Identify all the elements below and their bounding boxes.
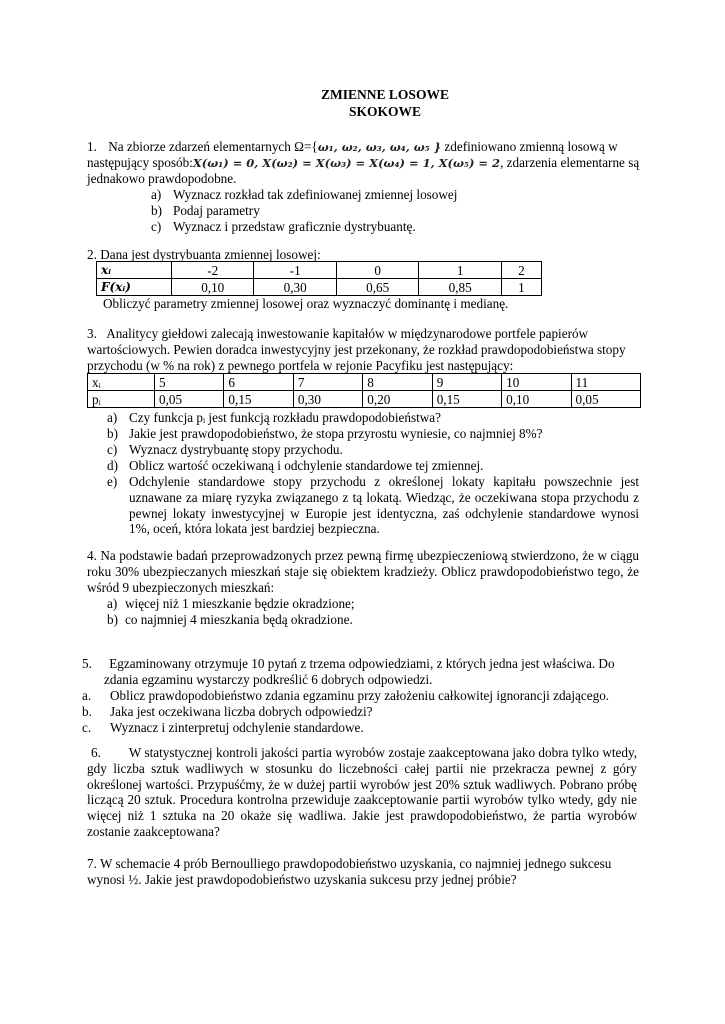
q5-text2: zdania egzaminu wystarczy podkreślić 6 dobrych odpowiedzi.: [104, 672, 433, 687]
table-cell: 0,05: [571, 391, 640, 408]
table-row: [88, 374, 641, 391]
table-cell: 7: [293, 374, 362, 391]
q1-text-e: jednakowo prawdopodobne.: [87, 171, 237, 186]
q1-text-d: , zdarzenia elementarne są: [500, 155, 640, 170]
q2-x-header: xᵢ: [97, 262, 172, 279]
table-cell: 0,05: [155, 391, 224, 408]
q1-item-a: a) Wyznacz rozkład tak zdefiniowanej zmiennej losowej: [151, 187, 458, 202]
page-title-line2: SKOKOWE: [348, 104, 421, 119]
table-cell: -1: [254, 262, 336, 279]
q3-item-c: c) Wyznacz dystrybuantę stopy przychodu.: [107, 442, 343, 457]
q2-after-text: Obliczyć parametry zmiennej losowej oraz wyznaczyć dominantę i medianę.: [103, 296, 509, 311]
table-row: [88, 391, 641, 408]
q5-number: 5.: [82, 656, 92, 671]
table-cell: 10: [502, 374, 571, 391]
q3-item-d: d) Oblicz wartość oczekiwaną i odchylenie standardowe tej zmiennej.: [107, 458, 484, 473]
q1-text-c: następujący sposób:: [87, 155, 193, 170]
q3-x-header: xᵢ: [88, 374, 155, 391]
table-cell: 0,30: [293, 391, 362, 408]
q1-item-c: c) Wyznacz i przedstaw graficznie dystrybuantę.: [151, 219, 416, 234]
table-cell: 0,20: [363, 391, 432, 408]
q3-item-e: e) Odchylenie standardowe stopy przychodu z określonej lokaty kapitału powszechnie jest uznawane za miarę ryzyka związanego z tą lokatą. Wiedząc, że oczekiwana stopa przychodu z pewnej lokaty inwestycyjnej w Europie jest identyczna, zaś odchylenie standardowe wynosi 1%, oceń, która lokata jest bardziej bezpieczna.: [107, 474, 639, 537]
q5-text1: Egzaminowany otrzymuje 10 pytań z trzema odpowiedziami, z których jedna jest właściwa. Do: [109, 656, 615, 671]
table-cell: 8: [363, 374, 432, 391]
q6-number: 6.: [91, 745, 101, 760]
table-cell: -2: [172, 262, 254, 279]
table-cell: 2: [501, 262, 541, 279]
table-cell: 0,10: [172, 279, 254, 296]
table-cell: 0: [336, 262, 418, 279]
q3-item-b: b) Jakie jest prawdopodobieństwo, że stopa przyrostu wyniesie, co najmniej 8%?: [107, 426, 543, 441]
q2-text: Dana jest dystrybuanta zmiennej losowej:: [100, 247, 321, 262]
q1-mapping: X(ω₁) = 0, X(ω₂) = X(ω₃) = X(ω₄) = 1, X(ω₅) = 2: [192, 156, 501, 170]
q7-text1: W schemacie 4 prób Bernoulliego prawdopodobieństwo uzyskania, co najmniej jednego sukcesu: [99, 856, 612, 871]
q3-text1: Analitycy giełdowi zalecają inwestowanie kapitałów w międzynarodowe portfele papierów: [106, 326, 589, 341]
table-cell: 0,10: [502, 391, 571, 408]
table-cell: 1: [419, 262, 501, 279]
q7-number: 7.: [87, 856, 97, 871]
q4-text: Na podstawie badań przeprowadzonych przez pewną firmę ubezpieczeniową stwierdzono, że w ciągu roku 30% ubezpieczanych mieszkań staje się obiektem kradzieży. Oblicz prawdopodobieństwo tego, że wśród 9 ubezpieczonych mieszkań:: [87, 548, 640, 595]
table-cell: 0,85: [419, 279, 501, 296]
q2-number: 2.: [87, 247, 97, 262]
table-cell: 0,15: [432, 391, 501, 408]
q3-text3: przychodu (w % na rok) z pewnego portfela w rejonie Pacyfiku jest następujący:: [87, 358, 514, 373]
page-title-line1: ZMIENNE LOSOWE: [321, 87, 449, 102]
q4-item-b: b) co najmniej 4 mieszkania będą okradzione.: [107, 612, 353, 627]
q5-item-a: a. Oblicz prawdopodobieństwo zdania egzaminu przy założeniu całkowitej ignorancji zdającego.: [82, 688, 610, 703]
q1-omega-set: ω₁, ω₂, ω₃, ω₄, ω₅ }: [317, 140, 442, 154]
table-cell: 0,65: [336, 279, 418, 296]
q5-item-b: b. Jaka jest oczekiwana liczba dobrych odpowiedzi?: [82, 704, 373, 719]
q7-text2: wynosi ½. Jakie jest prawdopodobieństwo uzyskania sukcesu przy jednej próbie?: [87, 872, 517, 887]
q1-text-b: zdefiniowano zmienną losową w: [441, 139, 618, 154]
q3-number: 3.: [87, 326, 97, 341]
table-cell: 0,15: [224, 391, 293, 408]
table-cell: 9: [432, 374, 501, 391]
q3-distribution-table: [87, 373, 641, 408]
table-row: [97, 279, 542, 296]
q3-item-a: a) Czy funkcja pᵢ jest funkcją rozkładu prawdopodobieństwa?: [107, 410, 441, 425]
q4-item-a: a) więcej niż 1 mieszkanie będzie okradzione;: [107, 596, 355, 611]
q1-text-a: Na zbiorze zdarzeń elementarnych Ω={: [108, 139, 318, 154]
q2-f-header: F(xᵢ): [97, 279, 172, 296]
q4-number: 4.: [87, 548, 97, 563]
table-cell: 1: [501, 279, 541, 296]
table-cell: 0,30: [254, 279, 336, 296]
q5-item-c: c. Wyznacz i zinterpretuj odchylenie standardowe.: [82, 720, 364, 735]
q1-item-b: b) Podaj parametry: [151, 203, 260, 218]
q3-text2: wartościowych. Pewien doradca inwestycyjny jest przekonany, że rozkład prawdopodobieństwa stopy: [87, 342, 626, 357]
q6-text: W statystycznej kontroli jakości partia wyrobów zostaje zaakceptowana jako dobra tylko wtedy, gdy liczba sztuk wadliwych w stosunku do liczebności całej partii nie przekracza pewnej z góry określonej wartości. Przypuśćmy, że w dużej partii wyrobów jest 20% sztuk wadliwych. Pobrano próbę liczącą 20 sztuk. Procedura kontrolna przewiduje zaakceptowanie partii wyrobów tylko wtedy, gdy nie więcej niż 1 sztuka na 20 okaże się wadliwa. Jakie jest prawdopodobieństwo, że partia wyrobów zostanie zaakceptowana?: [87, 745, 637, 839]
q2-distribution-table: [96, 261, 542, 296]
table-cell: 6: [224, 374, 293, 391]
table-cell: 5: [155, 374, 224, 391]
table-row: [97, 262, 542, 279]
q3-p-header: pᵢ: [88, 391, 155, 408]
table-cell: 11: [571, 374, 640, 391]
q1-number: 1.: [87, 139, 97, 154]
